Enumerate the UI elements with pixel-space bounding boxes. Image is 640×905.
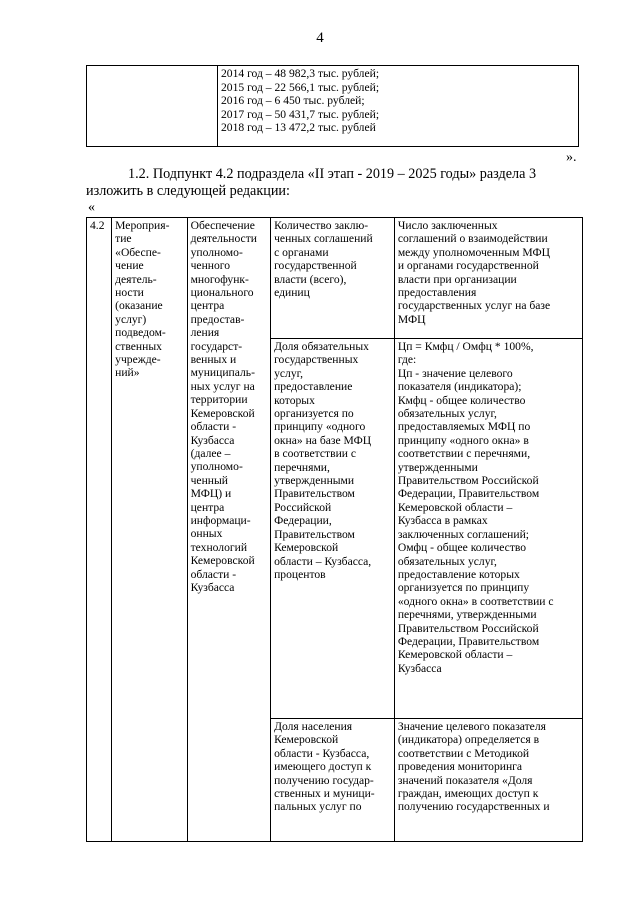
text-line: информаци- [190, 513, 251, 527]
indicator-row-1 [87, 218, 583, 339]
text-line: окна» на базе МФЦ [274, 433, 372, 447]
text-line: предоставляемых МФЦ по [397, 420, 531, 434]
text-line: Федерации, Правительством [397, 634, 540, 648]
text-line: процентов [274, 567, 326, 581]
indicator-desc-3 [398, 720, 579, 814]
text-line: многофунк- [190, 272, 249, 286]
opening-quote: « [88, 200, 95, 215]
text-line: Правительством Российской [397, 474, 539, 488]
text-line: Кемеровской области – [397, 500, 513, 514]
funding-empty-cell [87, 66, 218, 147]
text-line: в соответствии с [274, 447, 357, 461]
text-line: организуется по [274, 407, 354, 421]
text-line: власти (всего), [274, 272, 347, 286]
activity-name [115, 219, 183, 380]
text-line: Кемеровской [190, 554, 255, 568]
text-line: учрежде- [115, 353, 161, 367]
indicator-desc-cell-2 [394, 339, 582, 719]
text-line: Кузбасса [397, 661, 442, 675]
text-line: организуется по принципу [397, 581, 530, 595]
text-line: уполномо- [190, 245, 243, 259]
text-line: Омфц - общее количество [397, 541, 527, 555]
text-line: соответствии с Методикой [397, 746, 530, 760]
text-line: услуг, [274, 366, 303, 380]
text-line: перечнями, утвержденными [397, 608, 537, 622]
text-line: Кузбасса в рамках [397, 514, 488, 528]
closing-quote: ». [566, 150, 577, 165]
text-line: Значение целевого показателя [397, 720, 546, 733]
text-line: государственной [274, 259, 357, 273]
text-line: Кемеровской [190, 406, 255, 420]
text-line: области – Кузбасса, [274, 554, 372, 568]
text-line: перечнями, [274, 460, 330, 474]
text-line: заключенных соглашений; [397, 527, 530, 541]
text-line: ченных соглашений [274, 232, 373, 246]
text-line: ственных и муници- [274, 787, 375, 801]
text-line: Кмфц - общее количество [397, 393, 526, 407]
funding-line-2016: 2016 год – 6 450 тыс. рублей; [221, 94, 365, 107]
text-line: соглашений о взаимодействии [397, 232, 548, 246]
text-line: Кемеровской области – [397, 648, 513, 662]
text-line: Количество заклю- [274, 219, 369, 232]
funding-line-2015: 2015 год – 22 566,1 тыс. рублей; [221, 80, 380, 94]
indicator-desc-2 [398, 340, 579, 675]
text-line: (индикатора) определяется в [397, 733, 540, 747]
text-line: государственных [274, 353, 359, 367]
text-line: территории [190, 393, 248, 407]
indicator-desc-cell-3 [394, 719, 582, 842]
text-line: Кузбасса [190, 433, 235, 447]
executor-cell [187, 218, 271, 842]
text-line: Цп - значение целевого [397, 366, 513, 380]
text-line: пальных услуг по [274, 800, 362, 814]
executor-name [191, 219, 268, 594]
text-line: области - Кузбасса, [274, 746, 370, 760]
funding-values-cell [218, 66, 579, 147]
indicator-name-cell-3 [271, 719, 395, 842]
text-line: Обеспечение [190, 219, 255, 232]
text-line: власти при организации [397, 272, 517, 286]
text-line: (далее – [190, 446, 231, 460]
text-line: муниципаль- [190, 366, 255, 380]
text-line: принципу «одного [274, 420, 366, 434]
page-number: 4 [316, 30, 324, 46]
text-line: онных [190, 527, 223, 541]
text-line: с органами [274, 245, 329, 259]
text-line: предоставление которых [397, 567, 520, 581]
text-line: и органами государственной [397, 259, 539, 273]
text-line: подведом- [115, 326, 166, 340]
text-line: проведения мониторинга [397, 760, 523, 774]
funding-line-2018: 2018 год – 13 472,2 тыс. рублей [221, 121, 376, 134]
activity-name-cell [112, 218, 187, 842]
indicator-name-1 [274, 219, 391, 299]
text-line: услуг) [115, 312, 147, 326]
text-line: Правительством [274, 487, 355, 501]
text-line: граждан, имеющих доступ к [397, 787, 539, 801]
text-line: (оказание [115, 299, 163, 313]
row-number-cell [87, 218, 112, 842]
text-line: обязательных услуг, [397, 554, 497, 568]
text-line: центра [190, 299, 225, 313]
text-line: центра [190, 500, 225, 514]
indicator-name-3 [274, 720, 391, 814]
text-line: получению государ- [274, 773, 374, 787]
row-number: 4.2 [90, 219, 105, 232]
text-line: МФЦ) и [190, 487, 232, 501]
text-line: МФЦ [397, 312, 426, 326]
text-line: имеющего доступ к [274, 760, 372, 774]
text-line: соответствии с перечнями, [397, 447, 531, 461]
text-line: Мероприя- [115, 219, 170, 232]
funding-line-2017: 2017 год – 50 431,7 тыс. рублей; [221, 107, 380, 121]
text-line: Число заключенных [397, 219, 498, 232]
text-line: предостав- [190, 312, 245, 326]
text-line: «Обеспе- [115, 245, 161, 259]
text-line: ционального [190, 286, 254, 300]
text-line: чение [115, 259, 144, 273]
text-line: обязательных услуг, [397, 407, 497, 421]
text-line: утвержденными [274, 474, 355, 488]
text-line: Цп = Кмфц / Омфц * 100%, [397, 340, 534, 353]
text-line: Доля населения [274, 720, 353, 733]
text-line: области - [190, 420, 237, 434]
activity-table [86, 217, 583, 842]
text-line: получению государственных и [397, 800, 550, 814]
indicator-name-2 [274, 340, 391, 581]
text-line: ления [190, 326, 220, 340]
text-line: деятельности [190, 232, 257, 246]
text-line: Федерации, [274, 514, 332, 528]
text-line: предоставления [397, 286, 477, 300]
amendment-line-2: изложить в следующей редакции: [86, 183, 290, 199]
text-line: государственных услуг на базе [397, 299, 551, 313]
text-line: между уполномоченным МФЦ [397, 245, 551, 259]
text-line: ченный [190, 473, 228, 487]
text-line: Кузбасса [190, 580, 235, 594]
indicator-name-cell-1 [271, 218, 395, 339]
text-line: утвержденными [397, 460, 478, 474]
text-line: Федерации, Правительством [397, 487, 540, 501]
text-line: «одного окна» в соответствии с [397, 594, 554, 608]
text-line: Кемеровской [274, 733, 339, 747]
text-line: венных и [190, 353, 237, 367]
text-line: Правительством [274, 527, 355, 541]
text-line: области - [190, 567, 237, 581]
text-line: где: [397, 353, 417, 367]
text-line: ченного [190, 259, 231, 273]
text-line: предоставление [274, 380, 353, 394]
funding-row [87, 66, 579, 147]
text-line: показателя (индикатора); [397, 380, 522, 394]
funding-line-2014: 2014 год – 48 982,3 тыс. рублей; [221, 67, 380, 80]
text-line: единиц [274, 286, 310, 300]
indicator-name-cell-2 [271, 339, 395, 719]
text-line: деятель- [115, 272, 157, 286]
text-line: принципу «одного окна» в [397, 433, 529, 447]
amendment-line-1: 1.2. Подпункт 4.2 подраздела «II этап - 2019 – 2025 годы» раздела 3 [128, 166, 537, 182]
indicator-desc-1 [398, 219, 579, 326]
text-line: уполномо- [190, 460, 243, 474]
text-line: государст- [190, 339, 243, 353]
text-line: Доля обязательных [274, 340, 369, 353]
text-line: тие [115, 232, 132, 246]
text-line: значений показателя «Доля [397, 773, 533, 787]
text-line: ности [115, 286, 144, 300]
amendment-paragraph [86, 166, 582, 200]
funding-table [86, 65, 579, 147]
text-line: ных услуг на [190, 379, 255, 393]
text-line: Российской [274, 500, 332, 514]
text-line: которых [274, 393, 315, 407]
text-line: Кемеровской [274, 541, 339, 555]
text-line: Правительством Российской [397, 621, 539, 635]
text-line: технологий [190, 540, 248, 554]
indicator-desc-cell-1 [394, 218, 582, 339]
text-line: ственных [115, 339, 162, 353]
text-line: ний» [115, 366, 140, 380]
